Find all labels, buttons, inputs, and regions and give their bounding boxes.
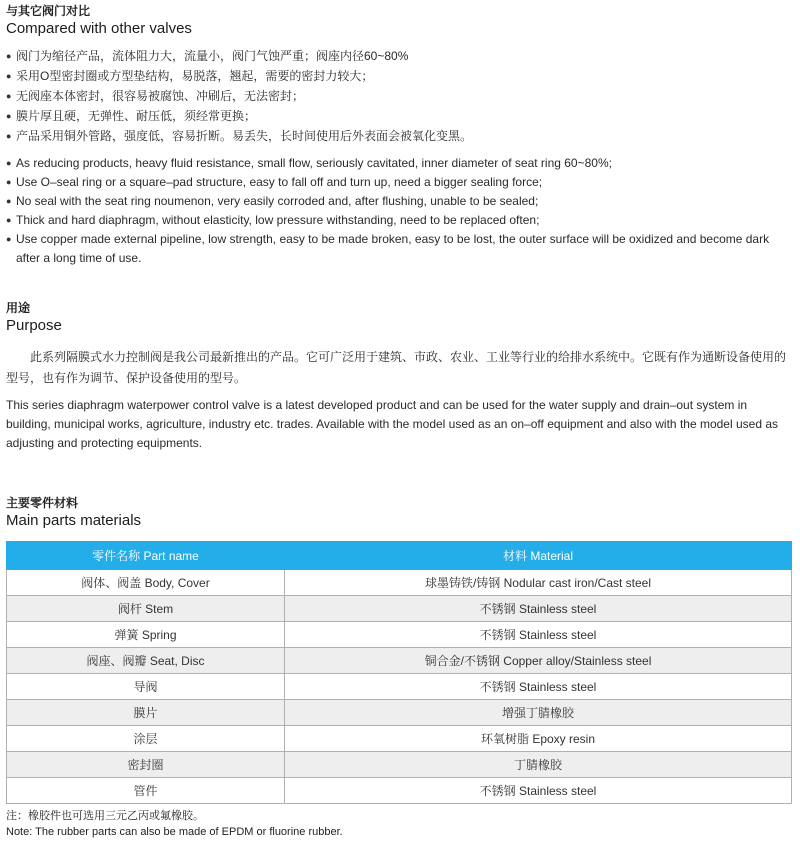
list-item: ● 产品采用铜外管路，强度低，容易折断。易丢失，长时间使用后外表面会被氧化变黑。: [6, 126, 792, 146]
table-row: [7, 570, 792, 596]
table-row: [7, 752, 792, 778]
compare-section: [6, 4, 792, 38]
part-cell: 管件: [7, 778, 285, 804]
compare-list-en: [6, 154, 792, 268]
materials-title-en: Main parts materials: [6, 512, 142, 529]
list-item: ● Thick and hard diaphragm, without elasticity, low pressure withstanding, need to be replaced often;: [6, 211, 792, 230]
list-item: ● 采用O型密封圈或方型垫结构，易脱落，翘起，需要的密封力较大；: [6, 66, 792, 86]
purpose-text-en: This series diaphragm waterpower control valve is a latest developed product and can be used for the water supply and drain–out system in building, municipal works, agriculture, industry etc. trades. Available with the model used as an on–off equipment and also with the model used as adjusting and protecting equipments.: [6, 398, 779, 450]
purpose-title-cn: 用途: [6, 301, 31, 315]
part-cell: 导阀: [7, 674, 285, 700]
table-row: [7, 726, 792, 752]
table-row: [7, 700, 792, 726]
list-item: ● 无阀座本体密封，很容易被腐蚀、冲刷后，无法密封；: [6, 86, 792, 106]
part-cell: 密封圈: [7, 752, 285, 778]
list-item: ● 膜片厚且硬，无弹性、耐压低，须经常更换；: [6, 106, 792, 126]
table-row: [7, 596, 792, 622]
part-cell: 阀体、阀盖 Body, Cover: [7, 570, 285, 596]
part-cell: 阀座、阀瓣 Seat, Disc: [7, 648, 285, 674]
purpose-text-en-block: [6, 396, 792, 453]
compare-list-cn: [6, 46, 792, 146]
materials-section: [6, 496, 792, 530]
table-header-row: [7, 542, 792, 570]
purpose-title-en: Purpose: [6, 317, 62, 334]
material-cell: 不锈钢 Stainless steel: [285, 778, 792, 804]
compare-title-en: Compared with other valves: [6, 20, 192, 37]
part-cell: 涂层: [7, 726, 285, 752]
part-cell: 阀杆 Stem: [7, 596, 285, 622]
table-row: [7, 674, 792, 700]
list-item: ● Use O–seal ring or a square–pad structure, easy to fall off and turn up, need a bigger sealing force;: [6, 173, 792, 192]
material-cell: 不锈钢 Stainless steel: [285, 596, 792, 622]
material-cell: 铜合金/不锈钢 Copper alloy/Stainless steel: [285, 648, 792, 674]
material-cell: 不锈钢 Stainless steel: [285, 622, 792, 648]
header-material: 材料 Material: [285, 542, 792, 570]
purpose-text-cn: 此系列隔膜式水力控制阀是我公司最新推出的产品。它可广泛用于建筑、市政、农业、工业等行业的给排水系统中。它既有作为通断设备使用的型号，也有作为调节、保护设备使用的型号。: [6, 350, 787, 385]
material-cell: 丁腈橡胶: [285, 752, 792, 778]
material-cell: 环氧树脂 Epoxy resin: [285, 726, 792, 752]
table-row: [7, 622, 792, 648]
part-cell: 弹簧 Spring: [7, 622, 285, 648]
materials-table: [6, 541, 792, 804]
material-cell: 增强丁腈橡胶: [285, 700, 792, 726]
list-item: ● No seal with the seat ring noumenon, very easily corroded and, after flushing, unable to be sealed;: [6, 192, 792, 211]
note-en: Note: The rubber parts can also be made of EPDM or fluorine rubber.: [6, 826, 343, 838]
materials-title-cn: 主要零件材料: [6, 496, 79, 510]
part-cell: 膜片: [7, 700, 285, 726]
table-row: [7, 778, 792, 804]
list-item: ● As reducing products, heavy fluid resistance, small flow, seriously cavitated, inner diameter of seat ring 60~80%;: [6, 154, 792, 173]
purpose-section: [6, 301, 792, 335]
table-row: [7, 648, 792, 674]
material-cell: 不锈钢 Stainless steel: [285, 674, 792, 700]
purpose-text-cn-block: [6, 347, 792, 389]
materials-notes: [6, 808, 343, 840]
note-cn: 注：橡胶件也可选用三元乙丙或氟橡胶。: [6, 810, 204, 822]
list-item: ● 阀门为缩径产品，流体阻力大，流量小，阀门气蚀严重；阀座内径60~80%: [6, 46, 792, 66]
material-cell: 球墨铸铁/铸钢 Nodular cast iron/Cast steel: [285, 570, 792, 596]
list-item: ● Use copper made external pipeline, low strength, easy to be made broken, easy to be lost, the outer surface will be oxidized and become dark after a long time of use.: [6, 230, 792, 268]
header-part-name: 零件名称 Part name: [7, 542, 285, 570]
compare-title-cn: 与其它阀门对比: [6, 4, 91, 18]
